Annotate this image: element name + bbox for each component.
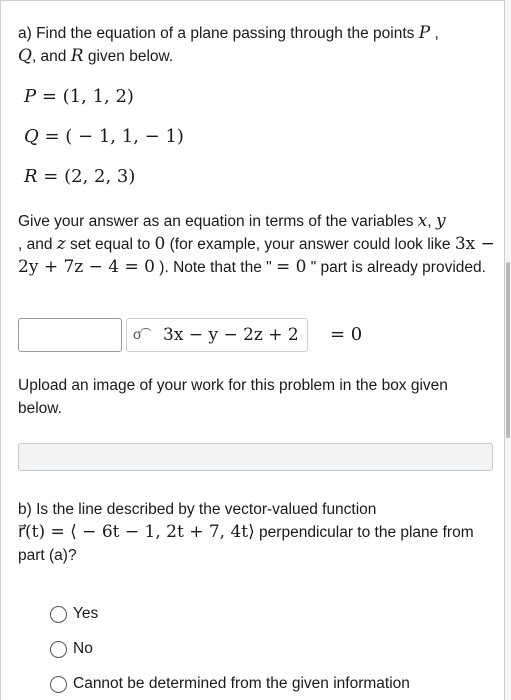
upload-instructions: Upload an image of your work for this problem in the box given below. xyxy=(18,377,448,417)
option-no[interactable] xyxy=(50,638,93,660)
sigma-icon[interactable]: σ͡ xyxy=(133,326,142,342)
upload-dropzone[interactable] xyxy=(18,443,493,471)
option-label: No xyxy=(73,640,93,657)
preview-expression: 3x − y − 2z + 2 xyxy=(163,325,299,345)
math-preview xyxy=(126,318,308,352)
plane-equation-input[interactable] xyxy=(18,318,122,352)
option-yes[interactable] xyxy=(50,603,98,625)
prompt-text: , and xyxy=(31,48,71,65)
example-equation: 3x − 2y + 7z − 4 = 0 xyxy=(18,234,495,277)
part-a-prompt xyxy=(18,22,498,68)
point-r-symbol: R xyxy=(70,46,84,66)
point-q-equation: Q = ( − 1, 1, − 1) xyxy=(24,126,184,147)
radio-cannot-determine[interactable] xyxy=(50,676,67,693)
option-label: Yes xyxy=(73,605,99,622)
point-p-equation: P = (1, 1, 2) xyxy=(24,86,134,107)
point-p-symbol: P xyxy=(418,23,431,43)
point-r-equation: R = (2, 2, 3) xyxy=(24,166,136,187)
option-cannot-determine[interactable] xyxy=(50,673,410,695)
answer-instructions: Give your answer as an equation in terms of the variables x, y , and z set equal to 0 (for example, your answer could look like 3x − 2y + 7z − 4 = 0 ). Note that the " = 0 " part is already provided. xyxy=(18,211,495,277)
equals-zero-label: = 0 xyxy=(330,324,363,345)
radio-no[interactable] xyxy=(50,641,67,658)
part-b-question: b) Is the line described by the vector-valued function r⃗(t) = ⟨ − 6t − 1, 2t + 7, 4t⟩ perpendicular to the plane from part (a)? xyxy=(18,501,474,564)
prompt-text: a) Find the equation of a plane passing through the points xyxy=(18,25,419,42)
scrollbar-thumb[interactable] xyxy=(506,262,510,438)
radio-yes[interactable] xyxy=(50,606,67,623)
prompt-comma: , xyxy=(430,25,439,42)
prompt-text: given below. xyxy=(83,48,174,65)
point-q-symbol: Q xyxy=(18,46,32,66)
vector-function: r⃗(t) = ⟨ − 6t − 1, 2t + 7, 4t⟩ xyxy=(18,522,255,542)
option-label: Cannot be determined from the given information xyxy=(73,675,410,692)
